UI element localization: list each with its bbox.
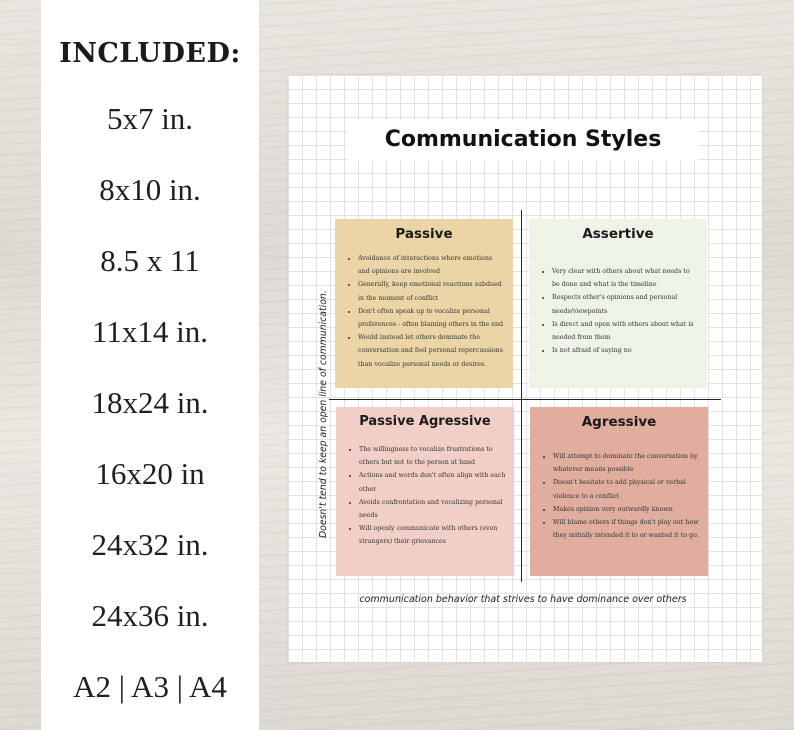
horizontal-axis-line [329,399,721,400]
size-item: 24x36 in. [91,598,209,633]
included-sizes-panel [41,0,259,730]
size-item: 5x7 in. [106,101,194,136]
communication-styles-poster [288,75,762,662]
bullet-item: • Very clear with others about what needs to be done and what is the timeline [552,265,699,291]
quadrant-title: Passive Agressive [359,414,491,429]
bullet-item: • Doesn't hesitate to add physical or verbal violence to a conflict [553,476,700,502]
size-item: 24x32 in. [91,527,209,562]
bullet-list [530,450,708,542]
size-item: 8.5 x 11 [100,243,200,278]
quadrant-passive-agressive [336,407,514,576]
poster-title: Communication Styles [348,120,698,160]
bullet-item: • Is not afraid of saying no [552,344,699,357]
quadrant-passive [335,219,513,388]
bullet-item: • Will blame others if things don't play out how they initially intended it to or wanted it to go. [553,516,700,542]
bullet-item: • Don't often speak up to vocalize personal preferences - often blaming others in the end [358,305,505,331]
bullet-item: • Generally, keep emotional reactions subdued in the moment of conflict [358,278,505,304]
quadrant-agressive [530,407,708,576]
bullet-item: • The willingness to vocalize frustrations to others but not to the person at hand [359,443,506,469]
quadrant-assertive [529,219,707,388]
bullet-item: • Will openly communicate with others (even strangers) their grievances [359,522,506,548]
size-item: 11x14 in. [92,314,208,349]
size-item: 8x10 in. [99,172,201,207]
quadrant-title: Assertive [582,226,654,242]
size-item: 16x20 in [95,456,205,491]
bullet-item: • Makes opinion very outwardly known [553,503,700,516]
bullet-item: • Is direct and open with others about what is needed from them [552,318,699,344]
bullet-list [529,265,707,357]
size-item: 18x24 in. [91,385,209,420]
bullet-list [335,252,513,371]
bullet-item: • Would instead let others dominate the conversation and feel personal repercussions than vocalize personal needs or desires. [358,331,505,371]
bullet-item: • Avoidance of interactions where emotions and opinions are involved [358,252,505,278]
bullet-list [336,443,514,549]
vertical-axis-line [521,210,522,582]
bullet-item: • Respects other's opinions and personal needs/viewpoints [552,291,699,317]
x-axis-label: communication behavior that strives to have dominance over others [359,594,687,605]
quadrant-title: Passive [395,226,453,242]
quadrant-title: Agressive [581,414,657,430]
size-item: A2 | A3 | A4 [73,669,227,704]
bullet-item: • Avoids confrontation and vocalizing personal needs [359,496,506,522]
bullet-item: • Will attempt to dominate the conversation by whatever means possible [553,450,700,476]
y-axis-label: Doesn't tend to keep an open line of communication. [318,290,329,538]
included-heading: INCLUDED: [59,38,241,69]
bullet-item: • Actions and words don't often align with each other [359,469,506,495]
